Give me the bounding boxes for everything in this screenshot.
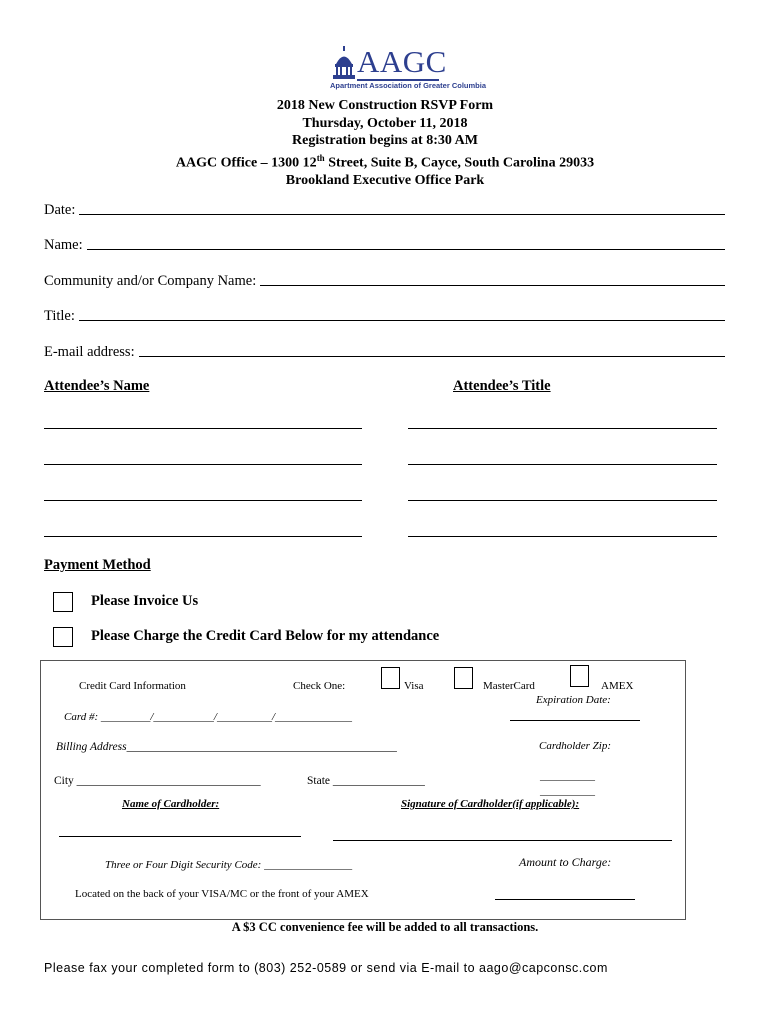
invoice-label: Please Invoice Us bbox=[91, 593, 199, 609]
amex-checkbox[interactable] bbox=[570, 665, 589, 687]
date-line[interactable] bbox=[79, 213, 725, 215]
event-date: Thursday, October 11, 2018 bbox=[302, 115, 468, 131]
event-venue: Brookland Executive Office Park bbox=[285, 172, 485, 188]
visa-checkbox[interactable] bbox=[381, 667, 400, 689]
state-field[interactable]: State ________________ bbox=[307, 775, 425, 787]
attendee-title-line[interactable] bbox=[408, 536, 717, 537]
capitol-dome-icon bbox=[332, 46, 356, 80]
payment-method-heading: Payment Method bbox=[44, 557, 151, 573]
card-number-field[interactable]: Card #: _________/___________/__________/______________ bbox=[64, 711, 353, 723]
attendee-name-line[interactable] bbox=[44, 500, 362, 501]
fee-note: A $3 CC convenience fee will be added to all transactions. bbox=[231, 920, 539, 934]
attendee-name-line[interactable] bbox=[44, 428, 362, 429]
fax-email-instructions: Please fax your completed form to (803) 252-0589 or send via E-mail to aago@capconsc.com bbox=[44, 961, 608, 975]
form-header bbox=[0, 97, 770, 189]
cardholder-zip-line[interactable]: __________ bbox=[540, 770, 595, 782]
attendee-title-line[interactable] bbox=[408, 500, 717, 501]
credit-card-checkbox[interactable] bbox=[53, 627, 73, 647]
credit-card-label: Please Charge the Credit Card Below for my attendance bbox=[91, 628, 440, 644]
attendee-title-header: Attendee’s Title bbox=[453, 378, 551, 394]
cardholder-signature-heading: Signature of Cardholder(if applicable): bbox=[401, 798, 580, 810]
security-code-hint: Located on the back of your VISA/MC or the front of your AMEX bbox=[75, 888, 369, 900]
amount-line[interactable] bbox=[495, 899, 635, 900]
cardholder-name-line[interactable] bbox=[59, 836, 301, 837]
logo-text: AAGC bbox=[357, 44, 447, 79]
city-field[interactable]: City ________________________________ bbox=[54, 775, 261, 787]
cc-info-label: Credit Card Information bbox=[79, 680, 186, 692]
logo-subtitle: Apartment Association of Greater Columbia bbox=[330, 81, 486, 90]
date-label: Date: bbox=[44, 202, 76, 218]
form-title: 2018 New Construction RSVP Form bbox=[276, 98, 494, 113]
attendee-name-line[interactable] bbox=[44, 464, 362, 465]
visa-label: Visa bbox=[404, 680, 424, 692]
community-field[interactable] bbox=[44, 270, 725, 290]
attendee-title-line[interactable] bbox=[408, 428, 717, 429]
mastercard-checkbox[interactable] bbox=[454, 667, 473, 689]
event-address: AAGC Office – 1300 12th Street, Suite B, Cayce, South Carolina 29033 bbox=[175, 152, 595, 171]
check-one-label: Check One: bbox=[293, 680, 346, 692]
title-field[interactable] bbox=[44, 305, 725, 325]
security-code-field[interactable]: Three or Four Digit Security Code: ________________ bbox=[105, 859, 353, 871]
email-field[interactable] bbox=[44, 341, 725, 361]
community-label: Community and/or Company Name: bbox=[44, 273, 257, 289]
attendee-name-header: Attendee’s Name bbox=[44, 378, 150, 394]
cardholder-name-heading: Name of Cardholder: bbox=[122, 798, 220, 810]
community-line[interactable] bbox=[260, 284, 725, 286]
mastercard-label: MasterCard bbox=[483, 680, 535, 692]
email-line[interactable] bbox=[139, 355, 725, 357]
cardholder-signature-line[interactable] bbox=[333, 840, 672, 841]
attendee-name-line[interactable] bbox=[44, 536, 362, 537]
email-label: E-mail address: bbox=[44, 344, 135, 360]
cardholder-zip-line[interactable]: __________ bbox=[540, 785, 595, 797]
name-field[interactable] bbox=[44, 234, 725, 254]
date-field[interactable] bbox=[44, 199, 725, 219]
name-line[interactable] bbox=[87, 248, 725, 250]
attendee-title-line[interactable] bbox=[408, 464, 717, 465]
amount-label: Amount to Charge: bbox=[519, 855, 612, 869]
amex-label: AMEX bbox=[601, 680, 634, 692]
cardholder-zip-label: Cardholder Zip: bbox=[539, 740, 612, 752]
expiration-label: Expiration Date: bbox=[536, 694, 611, 706]
registration-time: Registration begins at 8:30 AM bbox=[292, 133, 478, 148]
expiration-line[interactable] bbox=[510, 720, 640, 721]
aagc-logo bbox=[330, 44, 486, 96]
title-label: Title: bbox=[44, 308, 75, 324]
title-line[interactable] bbox=[79, 319, 725, 321]
billing-address-field[interactable]: Billing Address_______________________________________________ bbox=[56, 741, 397, 753]
name-label: Name: bbox=[44, 237, 83, 253]
invoice-checkbox[interactable] bbox=[53, 592, 73, 612]
